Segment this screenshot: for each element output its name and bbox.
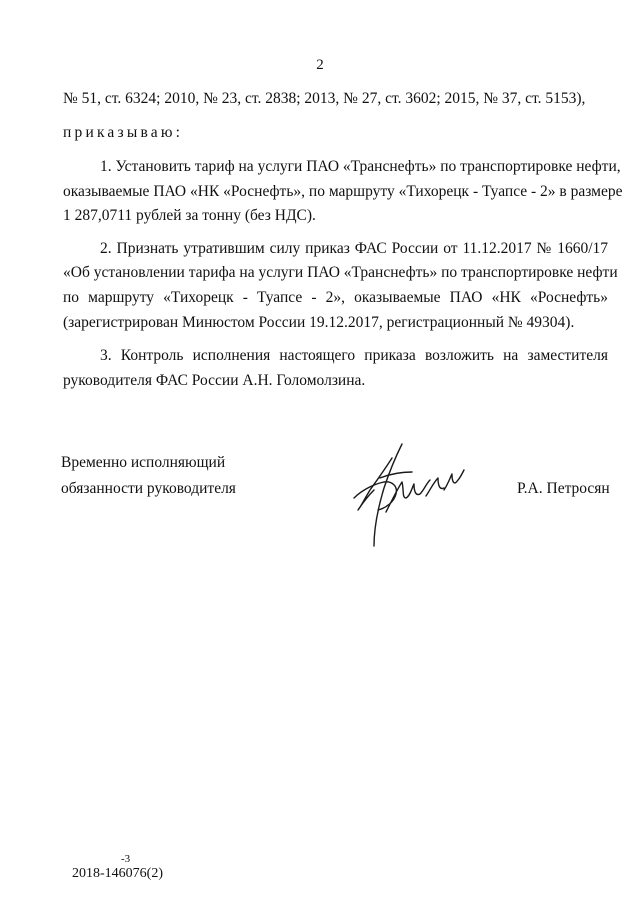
- reference-line: № 51, ст. 6324; 2010, № 23, ст. 2838; 2013, № 27, ст. 3602; 2015, № 37, ст. 5153),: [63, 90, 586, 107]
- footer-mark: -3: [121, 853, 131, 865]
- order-word: приказываю:: [63, 124, 184, 141]
- signatory-name: Р.А. Петросян: [517, 480, 610, 497]
- signatory-title-line-1: Временно исполняющий: [61, 454, 226, 471]
- paragraph-2-line-3: по маршруту «Тихорецк - Туапсе - 2», оказываемые ПАО «НК «Роснефть»: [63, 289, 608, 306]
- page-number: 2: [316, 57, 324, 73]
- paragraph-2-line-1: 2. Признать утратившим силу приказ ФАС России от 11.12.2017 № 1660/17: [100, 240, 608, 257]
- paragraph-1-line-3: 1 287,0711 рублей за тонну (без НДС).: [63, 207, 316, 224]
- paragraph-2-line-2: «Об установлении тарифа на услуги ПАО «Транснефть» по транспортировке нефти: [63, 264, 618, 281]
- paragraph-1-line-2: оказываемые ПАО «НК «Роснефть», по маршруту «Тихорецк - Туапсе - 2» в размере: [63, 183, 623, 200]
- paragraph-3-line-2: руководителя ФАС России А.Н. Голомолзина.: [63, 372, 366, 389]
- paragraph-1-line-1: 1. Установить тариф на услуги ПАО «Транснефть» по транспортировке нефти,: [100, 158, 621, 175]
- signatory-title-line-2: обязанности руководителя: [61, 480, 236, 497]
- handwritten-signature: [340, 438, 480, 553]
- paragraph-3-line-1: 3. Контроль исполнения настоящего приказа возложить на заместителя: [100, 347, 608, 364]
- paragraph-2-line-4: (зарегистрирован Минюстом России 19.12.2017, регистрационный № 49304).: [63, 314, 575, 331]
- document-id: 2018-146076(2): [72, 866, 163, 881]
